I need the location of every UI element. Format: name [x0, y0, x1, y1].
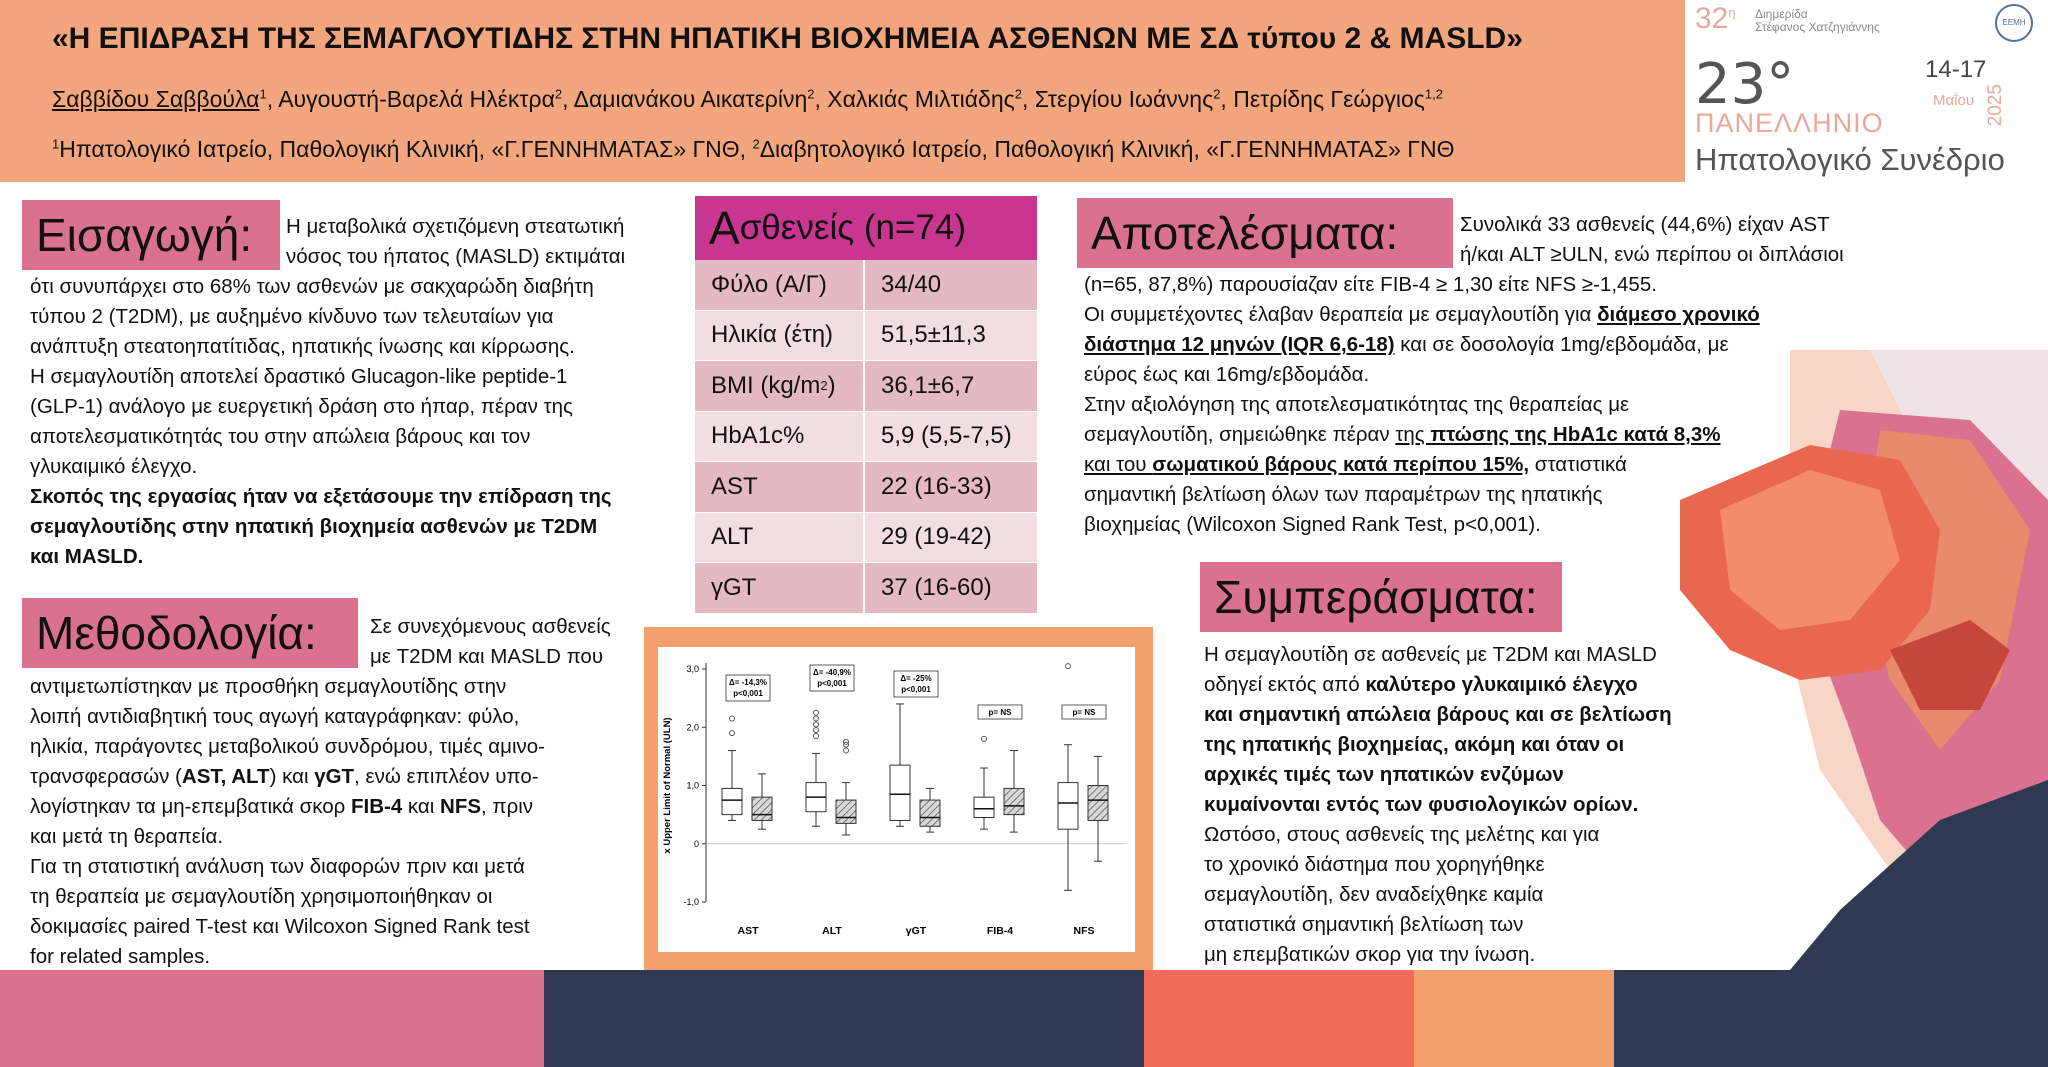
- text-segment: το χρονικό διάστημα που χορηγήθηκε: [1204, 853, 1545, 876]
- y-tick-label: -1,0: [683, 897, 699, 907]
- author-affiliation-sup: 2: [807, 86, 815, 102]
- outlier-point: [814, 716, 819, 721]
- conclusions-text: [1204, 640, 1672, 970]
- intro-text-top: [286, 212, 625, 272]
- text-segment: Ωστόσο, στους ασθενείς της μελέτης και για: [1204, 823, 1600, 846]
- poster-title: «Η ΕΠΙΔΡΑΣΗ ΤΗΣ ΣΕΜΑΓΛΟΥΤΙΔΗΣ ΣΤΗΝ ΗΠΑΤΙΚΗ ΒΙΟΧΗΜΕΙΑ ΑΣΘΕΝΩΝ ΜΕ ΣΔ τύπου 2 & MASLD»: [52, 22, 1523, 55]
- footer-block: [1614, 970, 2048, 1067]
- text-segment: πτώσης της HbA1c κατά 8,3%: [1430, 423, 1721, 446]
- text-segment: και σε δοσολογία 1mg/εβδομάδα, με: [1394, 333, 1729, 356]
- intro-line: ανάπτυξη στεατοηπατίτιδας, ηπατικής ίνωσης και κίρρωσης.: [30, 335, 575, 358]
- results-line: [1084, 210, 1844, 240]
- text-segment: Συνολικά 33 ασθενείς (44,6%) είχαν AST: [1460, 213, 1830, 236]
- text-segment: σημαντική βελτίωση όλων των παραμέτρων της ηπατικής: [1084, 483, 1603, 506]
- author-affiliation-sup: 1,2: [1424, 86, 1443, 102]
- conclusions-line: [1204, 730, 1672, 760]
- conclusions-line: [1204, 640, 1672, 670]
- table-cell-value: 29 (19-42): [881, 523, 992, 551]
- author-name: Σαββίδου Σαββούλα: [52, 86, 260, 112]
- text-segment: και: [402, 795, 441, 818]
- text-segment: και σημαντική απώλεια βάρους και σε βελτίωση: [1204, 703, 1672, 726]
- table-cell-value: 37 (16-60): [881, 573, 992, 601]
- patients-rows: [695, 260, 1037, 614]
- author-list: Σαββίδου Σαββούλα$^1$, Αυγουστή-Βαρελά Ηλέκτρα$^2$, Δαμιανάκου Αικατερίνη$^2$, Χαλκιάς Μιλτιάδης$^2$, Στεργίου Ιωάννης$^2$, Πετρίδης Γεώργιος$^{1,2}$: [52, 86, 1443, 112]
- congress-dates: 14-17: [1925, 56, 1987, 83]
- table-cell-label: BMI (kg/m 2 ): [695, 361, 865, 411]
- results-heading: Αποτελέσματα:: [1077, 198, 1453, 268]
- x-tick-label: NFS: [1073, 925, 1095, 937]
- outlier-point: [844, 748, 849, 753]
- text-segment: με T2DM και MASLD που: [370, 645, 604, 668]
- author-affiliation-sup: 2: [1014, 86, 1022, 102]
- text-segment: λοιπή αντιδιαβητική τους αγωγή καταγράφηκαν: φύλο,: [30, 705, 520, 728]
- outlier-point: [982, 736, 987, 741]
- conference-logo: [1685, 0, 2048, 182]
- affiliation-2-sup: 2: [752, 136, 760, 152]
- intro-line: αποτελεσματικότητάς του στην απώλεια βάρους και τον: [30, 425, 531, 448]
- table-row: [695, 563, 1037, 614]
- text-segment: σεμαγλουτίδη, σημειώθηκε πέραν: [1084, 423, 1396, 446]
- conclusions-line: [1204, 880, 1672, 910]
- text-segment: καλύτερο γλυκαιμικό έλεγχο: [1365, 673, 1638, 696]
- text-segment: Οι συμμετέχοντες έλαβαν θεραπεία με σεμαγλουτίδη για: [1084, 303, 1598, 326]
- text-segment: (n=65, 87,8%) παρουσίαζαν είτε FIB-4 ≥ 1,30 είτε NFS ≥-1,455.: [1084, 273, 1657, 296]
- text-segment: βιοχημείας (Wilcoxon Signed Rank Test, p<0,001).: [1084, 513, 1541, 536]
- affiliation-1: Ηπατολογικό Ιατρείο, Παθολογική Κλινική, «Γ.ΓΕΝΝΗΜΑΤΑΣ» ΓΝΘ,: [59, 136, 753, 162]
- text-segment: for related samples.: [30, 945, 211, 968]
- poster-header: [0, 0, 1685, 182]
- text-segment: διάμεσο χρονικό: [1597, 303, 1760, 326]
- intro-line: γλυκαιμικό έλεγχο.: [30, 455, 198, 478]
- methods-line: [30, 882, 611, 912]
- conclusions-line: [1204, 700, 1672, 730]
- text-segment: σωματικού βάρους κατά περίπου 15%,: [1152, 453, 1530, 476]
- text-segment: σεμαγλουτίδη, δεν αναδείχθηκε καμία: [1204, 883, 1544, 906]
- methods-lines: [30, 612, 611, 972]
- x-tick-label: AST: [737, 925, 759, 937]
- text-segment: και μετά τη θεραπεία.: [30, 825, 224, 848]
- box: [1088, 786, 1108, 821]
- text-segment: της: [1395, 423, 1431, 446]
- y-tick-label: 2,0: [686, 722, 699, 733]
- table-cell-value: 22 (16-33): [881, 472, 992, 500]
- x-tick-label: ALT: [822, 925, 842, 937]
- chart-frame: [644, 627, 1153, 970]
- y-tick-label: 1,0: [686, 780, 699, 791]
- text-segment: NFS: [440, 795, 482, 818]
- annotation-text: Δ= -25%: [900, 674, 932, 683]
- table-row: [695, 260, 1037, 311]
- author-affiliation-sup: 1: [259, 86, 267, 102]
- methods-line: [30, 762, 611, 792]
- intro-text: [30, 272, 612, 572]
- congress-panhellenic: ΠΑΝΕΛΛΗΝΙΟ: [1695, 108, 1884, 138]
- text-segment: της ηπατικής βιοχημείας, ακόμη και όταν οι: [1204, 733, 1625, 756]
- table-cell-label: AST: [695, 462, 865, 512]
- table-cell-label: HbA1c%: [695, 412, 865, 462]
- text-segment: οδηγεί εκτός από: [1204, 673, 1366, 696]
- footer-block: [0, 970, 544, 1067]
- table-cell-value: 5,9 (5,5-7,5): [881, 422, 1012, 450]
- conclusions-line: [1204, 760, 1672, 790]
- table-row: [695, 412, 1037, 463]
- text-segment: και του: [1084, 453, 1153, 476]
- society-emblem-icon: ΕΕΜΗ: [1995, 4, 2033, 42]
- methods-line: [30, 822, 611, 852]
- author-name: Αυγουστή-Βαρελά Ηλέκτρα: [278, 86, 555, 112]
- liver-illustration: [1640, 350, 2048, 970]
- methods-line: [30, 732, 611, 762]
- methods-line: [30, 672, 611, 702]
- methods-line: [30, 852, 611, 882]
- methods-heading: Μεθοδολογία:: [22, 598, 358, 668]
- outlier-point: [730, 716, 735, 721]
- footer-block: [544, 970, 1144, 1067]
- table-row: [695, 361, 1037, 412]
- methods-line: [30, 792, 611, 822]
- table-cell-label: Φύλο (Α/Γ): [695, 260, 865, 310]
- text-segment: στατιστικά σημαντική βελτίωση των: [1204, 913, 1524, 936]
- text-segment: Η σεμαγλουτίδη σε ασθενείς με T2DM και MASLD: [1204, 643, 1657, 666]
- text-segment: Σε συνεχόμενους ασθενείς: [370, 615, 611, 638]
- conclusions-line: [1204, 790, 1672, 820]
- author-affiliation-sup: 2: [554, 86, 563, 102]
- outlier-point: [1066, 664, 1071, 669]
- conclusions-heading: Συμπεράσματα:: [1200, 562, 1562, 632]
- affiliation-1-sup: 1: [52, 136, 60, 152]
- table-row: [695, 513, 1037, 564]
- conclusions-lines: [1204, 640, 1672, 970]
- text-segment: αντιμετωπίστηκαν με προσθήκη σεμαγλουτίδης στην: [30, 675, 507, 698]
- text-segment: ) και: [269, 765, 315, 788]
- author-affiliation-sup: 2: [1213, 86, 1221, 102]
- methods-line: [30, 942, 611, 972]
- aim-line: σεμαγλουτίδης στην ηπατική βιοχημεία ασθενών με T2DM: [30, 515, 598, 538]
- text-segment: εύρος έως και 16mg/εβδομάδα.: [1084, 363, 1370, 386]
- footer-block: [1144, 970, 1414, 1067]
- box: [920, 800, 940, 826]
- intro-line: (GLP-1) ανάλογο με ευεργετική δράση στο ήπαρ, πέραν της: [30, 395, 573, 418]
- text-segment: μη επεμβατικών σκορ για την ίνωση.: [1204, 943, 1536, 966]
- annotation-text: p<0,001: [901, 685, 931, 694]
- intro-line: ότι συνυπάρχει στο 68% των ασθενών με σακχαρώδη διαβήτη: [30, 275, 594, 298]
- methods-line: [30, 612, 611, 642]
- author-name: Χαλκιάς Μιλτιάδης: [827, 86, 1015, 112]
- methods-line: [30, 702, 611, 732]
- intro-line: τύπου 2 (T2DM), με αυξημένο κίνδυνο των τελευταίων για: [30, 305, 554, 328]
- box: [974, 797, 994, 817]
- author-name: Πετρίδης Γεώργιος: [1233, 86, 1425, 112]
- footer-band: [0, 970, 2048, 1067]
- text-segment: ή/και ALT ≥ULN, ενώ περίπου οι διπλάσιοι: [1460, 243, 1844, 266]
- text-segment: ηλικία, παράγοντες μεταβολικού συνδρόμου, τιμές αμινο-: [30, 735, 545, 758]
- box: [890, 765, 910, 820]
- x-tick-label: FIB-4: [986, 925, 1014, 937]
- intro-line: νόσος του ήπατος (MASLD) εκτιμάται: [286, 245, 626, 268]
- box: [722, 788, 742, 814]
- annotation-text: p= NS: [988, 708, 1012, 717]
- table-cell-value: 34/40: [881, 270, 942, 298]
- conclusions-line: [1204, 670, 1672, 700]
- intro-line: Η σεμαγλουτίδη αποτελεί δραστικό Glucagon-like peptide-1: [30, 365, 568, 388]
- conclusions-line: [1204, 820, 1672, 850]
- y-axis-label: x Upper Limit of Normal (ULN): [662, 717, 673, 854]
- results-line: [1084, 300, 1844, 330]
- intro-line: Η μεταβολικά σχετιζόμενη στεατωτική: [286, 215, 625, 238]
- annotation-text: Δ= -40,9%: [813, 668, 851, 677]
- chart-panel: [658, 647, 1135, 952]
- conclusions-line: [1204, 910, 1672, 940]
- outlier-point: [814, 728, 819, 733]
- annotation-text: Δ= -14,3%: [729, 678, 767, 687]
- table-cell-label: ALT: [695, 513, 865, 563]
- outlier-point: [814, 710, 819, 715]
- box: [752, 797, 772, 820]
- text-segment: Για τη στατιστική ανάλυση των διαφορών πριν και μετά: [30, 855, 525, 878]
- intro-heading: Εισαγωγή:: [22, 200, 280, 270]
- annotation-text: p<0,001: [817, 679, 847, 688]
- patients-table-title: Α σθενείς (n=74): [695, 196, 1037, 260]
- y-tick-label: 3,0: [686, 664, 699, 674]
- annotation-text: p<0,001: [733, 689, 763, 698]
- text-segment: τρανσφερασών (: [30, 765, 182, 788]
- text-segment: τη θεραπεία με σεμαγλουτίδη χρησιμοποιήθηκαν οι: [30, 885, 493, 908]
- text-segment: δοκιμασίες paired T-test και Wilcoxon Signed Rank test: [30, 915, 530, 938]
- methods-line: [30, 912, 611, 942]
- box: [1004, 788, 1024, 814]
- methods-text: [30, 612, 611, 972]
- outlier-point: [814, 733, 819, 738]
- box: [1058, 783, 1078, 830]
- results-line: [1084, 240, 1844, 270]
- edition-number: $32^\eta$: [1695, 2, 1736, 35]
- affiliations: [52, 136, 1454, 163]
- author-name: Στεργίου Ιωάννης: [1034, 86, 1214, 112]
- congress-year: 2025: [1985, 84, 2006, 127]
- footer-block: [1414, 970, 1614, 1067]
- aim-line: Σκοπός της εργασίας ήταν να εξετάσουμε την επίδραση της: [30, 485, 612, 508]
- text-segment: Στην αξιολόγηση της αποτελεσματικότητας της θεραπείας με: [1084, 393, 1630, 416]
- aim-line: και MASLD.: [30, 545, 144, 568]
- methods-line: [30, 642, 611, 672]
- congress-name: Ηπατολογικό Συνέδριο: [1695, 142, 2005, 177]
- outlier-point: [814, 722, 819, 727]
- table-cell-label: Ηλικία (έτη): [695, 311, 865, 361]
- conclusions-line: [1204, 850, 1672, 880]
- text-segment: διάστημα 12 μηνών (IQR 6,6-18): [1084, 333, 1395, 356]
- table-cell-label: γGT: [695, 563, 865, 613]
- x-tick-label: γGT: [905, 925, 927, 937]
- table-row: [695, 462, 1037, 513]
- annotation-text: p= NS: [1072, 708, 1096, 717]
- affiliation-2: Διαβητολογικό Ιατρείο, Παθολογική Κλινική, «Γ.ΓΕΝΝΗΜΑΤΑΣ» ΓΝΘ: [759, 136, 1455, 162]
- text-segment: αρχικές τιμές των ηπατικών ενζύμων: [1204, 763, 1564, 786]
- conclusions-line: [1204, 940, 1672, 970]
- table-cell-value: 51,5±11,3: [881, 321, 986, 349]
- text-segment: λογίστηκαν τα μη-επεμβατικά σκορ: [30, 795, 351, 818]
- results-line: [1084, 270, 1844, 300]
- edition-subtitle: Διημερίδα Στέφανος Χατζηγιάννης: [1755, 7, 1880, 34]
- box: [836, 800, 856, 823]
- text-segment: , πριν: [481, 795, 534, 818]
- text-segment: γGT: [314, 765, 355, 788]
- congress-number: 23°: [1695, 52, 1795, 117]
- text-segment: κυμαίνονται εντός των φυσιολογικών ορίων.: [1204, 793, 1639, 816]
- outlier-point: [730, 731, 735, 736]
- text-segment: , ενώ επιπλέον υπο-: [354, 765, 539, 788]
- text-segment: FIB-4: [350, 795, 403, 818]
- table-row: [695, 311, 1037, 362]
- congress-month: Μαΐου: [1933, 92, 1975, 109]
- text-segment: AST, ALT: [181, 765, 270, 788]
- table-cell-value: 36,1±6,7: [881, 371, 975, 399]
- y-tick-label: 0: [693, 838, 699, 849]
- author-name: Δαμιανάκου Αικατερίνη: [573, 86, 808, 112]
- boxplot-chart: [658, 647, 1135, 952]
- patients-table: [695, 196, 1037, 614]
- text-segment: στατιστικά: [1529, 453, 1627, 476]
